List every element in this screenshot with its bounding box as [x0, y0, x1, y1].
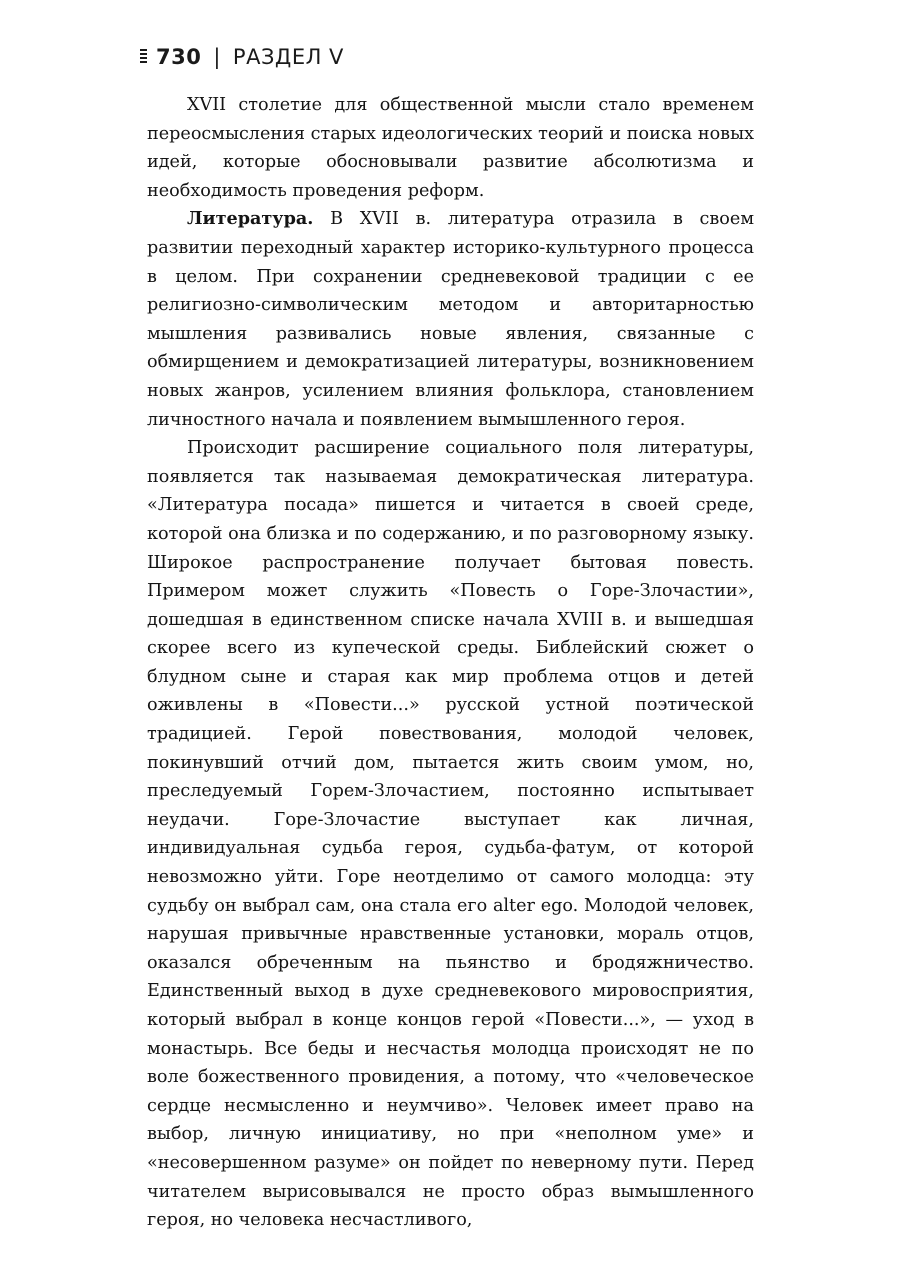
paragraph: [147, 91, 754, 205]
run-in-heading: Литература.: [187, 208, 314, 230]
body-text: [147, 91, 754, 1235]
running-head: [140, 42, 344, 72]
page-marker-icon: [140, 49, 147, 65]
paragraph-text: Происходит расширение социального поля литературы, появляется так называемая демократическая литература. «Литература посада» пишется и читается в своей среде, которой она близка и по содержанию, и по разговорному языку. Широкое распространение получает бытовая повесть. Примером может служить «Повесть о Горе-Злочастии», дошедшая в единственном списке начала XVIII в. и вышедшая скорее всего из купеческой среды. Библейский сюжет о блудном сыне и старая как мир проблема отцов и детей оживлены в «Повести...» русской устной поэтической традицией. Герой повествования, молодой человек, покинувший отчий дом, пытается жить своим умом, но, преследуемый Горем-Злочастием, постоянно испытывает неудачи. Горе-Злочастие выступает как личная, индивидуальная судьба героя, судьба-фатум, от которой невозможно уйти. Горе неотделимо от самого молодца: эту судьбу он выбрал сам, она стала его alter ego. Молодой человек, нарушая привычные нравственные установки, мораль отцов, оказался обреченным на пьянство и бродяжничество. Единственный выход в духе средневекового мировосприятия, который выбрал в конце концов герой «Повести...», — уход в монастырь. Все беды и несчастья молодца происходят не по воле божественного провидения, а потому, что «человеческое сердце несмысленно и неумчиво». Человек имеет право на выбор, личную инициативу, но при «неполном уме» и «несовершенном разуме» он пойдет по неверному пути. Перед читателем вырисовывался не просто образ вымышленного героя, но человека несчастливого,: [147, 438, 754, 1231]
paragraph: [147, 434, 754, 1235]
paragraph: [147, 205, 754, 434]
header-separator: |: [213, 45, 221, 69]
section-title: РАЗДЕЛ V: [232, 45, 344, 69]
page-number: 730: [156, 45, 202, 69]
paragraph-text: XVII столетие для общественной мысли стало временем переосмысления старых идеологических теорий и поиска новых идей, которые обосновывали развитие абсолютизма и необходимость проведения реформ.: [147, 95, 754, 201]
paragraph-text: В XVII в. литература отразила в своем развитии переходный характер историко-культурного процесса в целом. При сохранении средневековой традиции с ее религиозно-символическим методом и авторитарностью мышления развивались новые явления, связанные с обмирщением и демократизацией литературы, возникновением новых жанров, усилением влияния фольклора, становлением личностного начала и появлением вымышленного героя.: [147, 209, 755, 430]
